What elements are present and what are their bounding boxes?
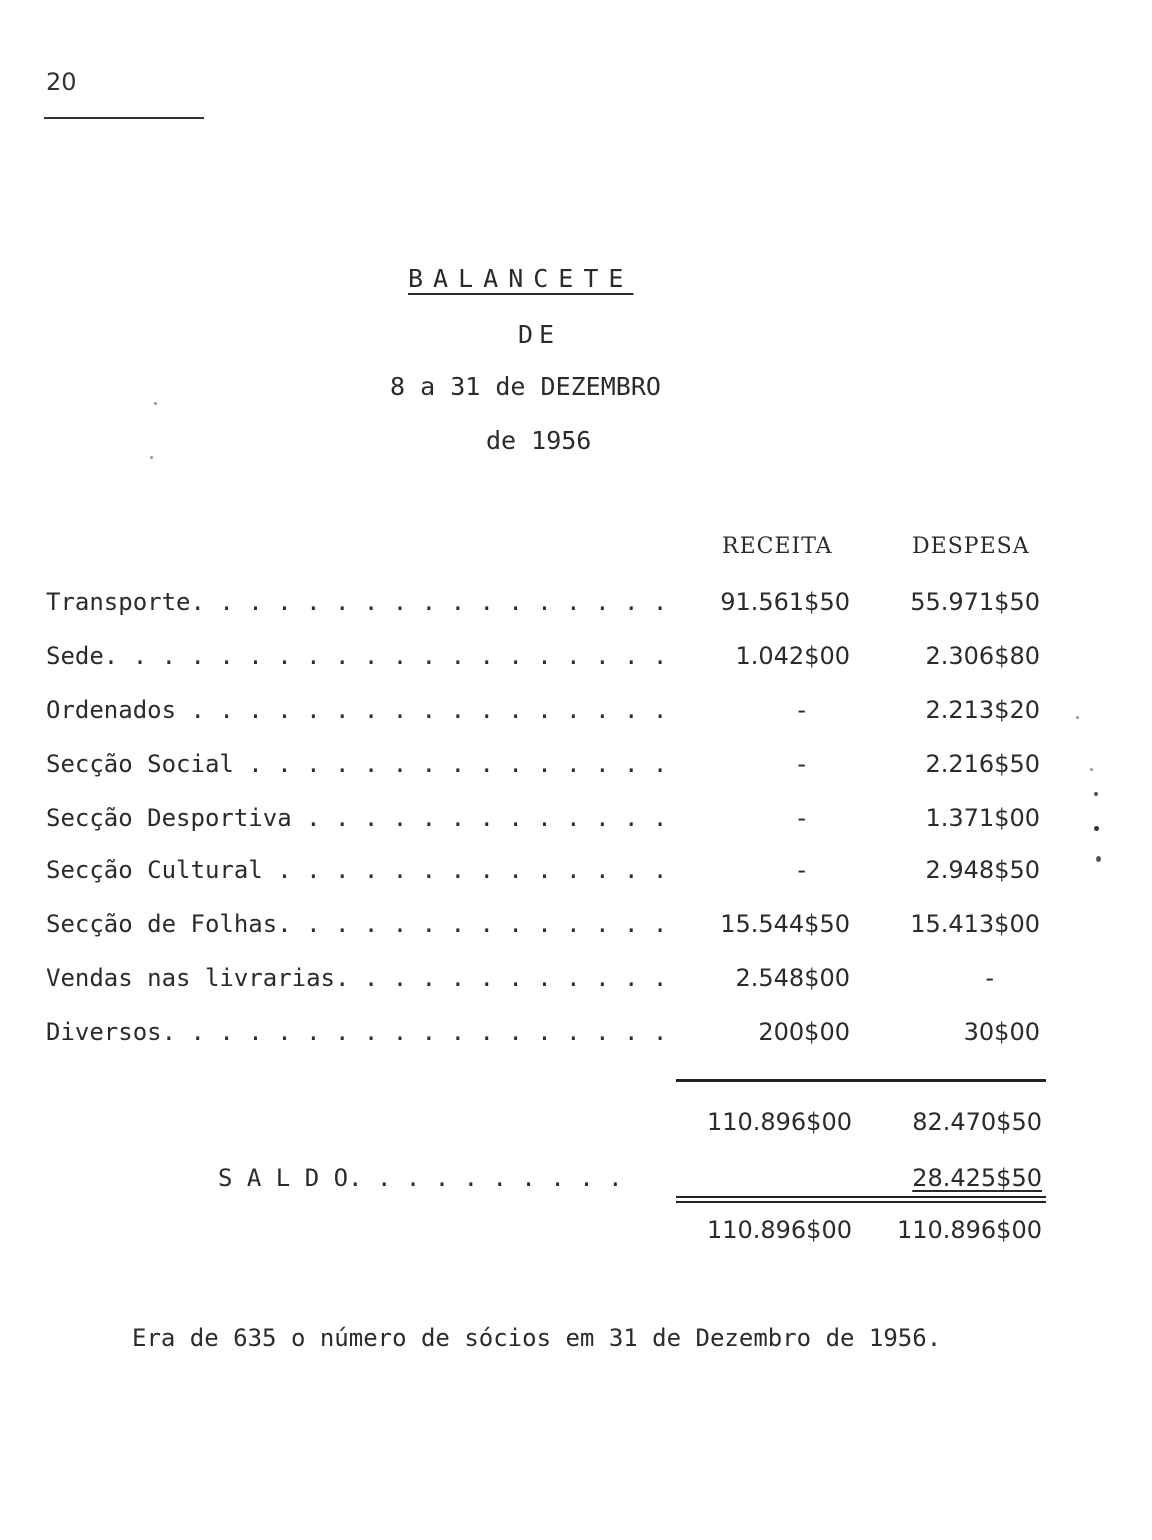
row-despesa: 1.371$00 — [925, 804, 1040, 832]
row-receita: - — [797, 856, 806, 884]
table-row — [46, 750, 1046, 790]
row-label: Diversos. . . . . . . . . . . . . . . . . . — [46, 1018, 668, 1046]
period-line: 8 a 31 de DEZEMBRO — [390, 372, 661, 401]
saldo-label: S A L D O. . . . . . . . . . — [218, 1164, 623, 1192]
row-label: Ordenados . . . . . . . . . . . . . . . . . — [46, 696, 668, 724]
row-label: Vendas nas livrarias. . . . . . . . . . . . — [46, 964, 668, 992]
row-label: Secção Desportiva . . . . . . . . . . . . . — [46, 804, 668, 832]
row-despesa: 30$00 — [963, 1018, 1040, 1046]
row-receita: - — [797, 750, 806, 778]
row-despesa: 2.306$80 — [925, 642, 1040, 670]
row-despesa: 2.213$20 — [925, 696, 1040, 724]
row-label: Secção de Folhas. . . . . . . . . . . . . . — [46, 910, 668, 938]
row-despesa: 2.216$50 — [925, 750, 1040, 778]
subtotal-despesa: 82.470$50 — [912, 1108, 1042, 1136]
scan-speck — [1076, 716, 1079, 719]
table-row — [46, 642, 1046, 682]
row-despesa: 15.413$00 — [910, 910, 1040, 938]
total-rule-lower — [676, 1201, 1046, 1203]
grand-total-despesa: 110.896$00 — [896, 1216, 1042, 1244]
table-row — [46, 804, 1046, 844]
scan-speck — [1096, 856, 1101, 862]
row-receita: 91.561$50 — [720, 588, 850, 616]
document-title: BALANCETE — [408, 264, 634, 293]
page-number-rule — [44, 117, 204, 119]
title-de: DE — [518, 320, 561, 349]
page-number: 20 — [46, 68, 77, 96]
table-row — [46, 588, 1046, 628]
scan-speck — [1094, 792, 1098, 796]
row-label: Transporte. . . . . . . . . . . . . . . . . — [46, 588, 668, 616]
row-label: Secção Social . . . . . . . . . . . . . . . — [46, 750, 668, 778]
column-header-receita: RECEITA — [722, 534, 833, 559]
scan-speck — [154, 402, 157, 405]
row-receita: - — [797, 804, 806, 832]
scan-speck — [150, 456, 153, 459]
table-row — [46, 910, 1046, 950]
table-row — [46, 1018, 1046, 1058]
table-row — [46, 696, 1046, 736]
row-despesa: 55.971$50 — [910, 588, 1040, 616]
table-row — [46, 964, 1046, 1004]
saldo-despesa: 28.425$50 — [912, 1164, 1042, 1192]
row-receita: 200$00 — [758, 1018, 850, 1046]
members-footnote: Era de 635 o número de sócios em 31 de Dezembro de 1956. — [132, 1324, 942, 1352]
row-receita: 2.548$00 — [735, 964, 850, 992]
row-label: Sede. . . . . . . . . . . . . . . . . . . . — [46, 642, 668, 670]
total-rule-upper — [676, 1196, 1046, 1198]
scan-speck — [1094, 826, 1099, 831]
subtotal-rule — [676, 1079, 1046, 1082]
column-header-despesa: DESPESA — [912, 534, 1030, 559]
row-despesa: - — [985, 964, 994, 992]
year-line: de 1956 — [486, 426, 592, 455]
row-receita: - — [797, 696, 806, 724]
row-label: Secção Cultural . . . . . . . . . . . . . . — [46, 856, 668, 884]
row-despesa: 2.948$50 — [925, 856, 1040, 884]
row-receita: 1.042$00 — [735, 642, 850, 670]
subtotal-receita: 110.896$00 — [706, 1108, 852, 1136]
grand-total-receita: 110.896$00 — [706, 1216, 852, 1244]
row-receita: 15.544$50 — [720, 910, 850, 938]
table-row — [46, 856, 1046, 896]
scan-speck — [1090, 768, 1093, 771]
